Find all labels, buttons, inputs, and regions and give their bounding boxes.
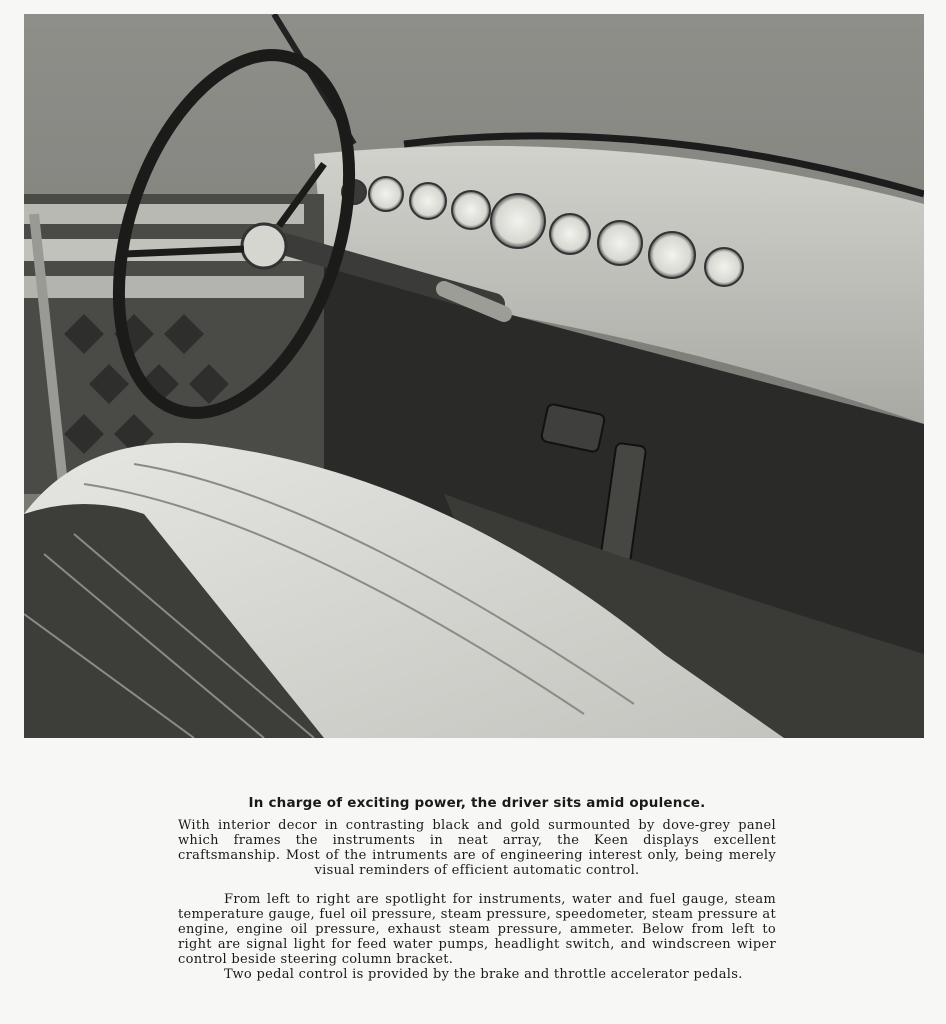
caption-title: In charge of exciting power, the driver sits amid opulence.	[248, 795, 706, 811]
caption-paragraph-1: With interior decor in contrasting black and gold surmounted by dove-grey panel which frames the instruments in neat array, the Keen displays excellent craftsmanship. Most of the intruments are of engineering interest only, being merely visual reminders of efficient automatic control.	[178, 818, 776, 878]
dashboard-photo	[24, 14, 924, 738]
caption-paragraph-2: From left to right are spotlight for instruments, water and fuel gauge, steam temperature gauge, fuel oil pressure, steam pressure, speedometer, steam pressure at engine, engine oil pressure, exhaust steam pressure, ammeter. Below from left to right are signal light for feed water pumps, headlight switch, and windscreen wiper control beside steering column bracket.	[178, 892, 776, 967]
caption-block	[178, 795, 776, 982]
caption-paragraph-3: Two pedal control is provided by the brake and throttle accelerator pedals.	[224, 967, 743, 982]
